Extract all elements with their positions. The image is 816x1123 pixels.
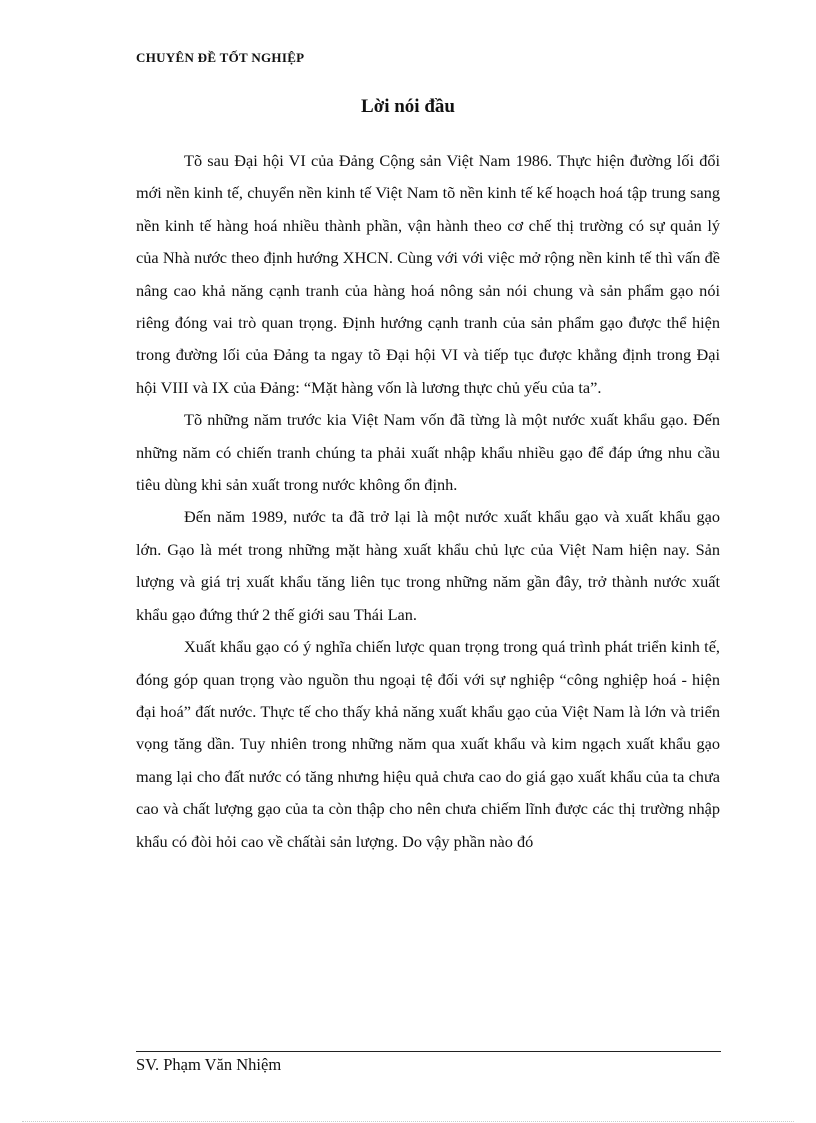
running-header: CHUYÊN ĐỀ TỐT NGHIỆP — [136, 50, 305, 65]
body-text — [136, 145, 720, 858]
page-title: Lời nói đầu — [361, 96, 455, 117]
page-bottom-edge — [22, 1121, 794, 1122]
paragraph-3: Đến năm 1989, nước ta đã trở lại là một nước xuất khẩu gạo và xuất khẩu gạo lớn. Gạo là mét trong những mặt hàng xuất khẩu chủ lực của Việt Nam hiện nay. Sản lượng và giá trị xuất khẩu tăng liên tục trong những năm gần đây, trở thành nước xuất khẩu gạo đứng thứ 2 thế giới sau Thái Lan. — [136, 507, 720, 624]
footer-divider — [136, 1051, 721, 1052]
paragraph-4: Xuất khẩu gạo có ý nghĩa chiến lược quan trọng trong quá trình phát triển kinh tế, đóng góp quan trọng vào nguồn thu ngoại tệ đối với sự nghiệp “công nghiệp hoá - hiện đại hoá” đất nước. Thực tế cho thấy khả năng xuất khẩu gạo của Việt Nam là lớn và triển vọng tăng dần. Tuy nhiên trong những năm qua xuất khẩu và kim ngạch xuất khẩu gạo mang lại cho đất nước có tăng nhưng hiệu quả chưa cao do giá gạo xuất khẩu của ta chưa cao và chất lượng gạo của ta còn thập cho nên chưa chiếm lĩnh được các thị trường nhập khẩu có đòi hỏi cao về chấtài sản lượng. Do vậy phần nào đó — [136, 637, 720, 851]
footer-author: SV. Phạm Văn Nhiệm — [136, 1055, 282, 1074]
paragraph-1: Tõ sau Đại hội VI của Đảng Cộng sản Việt Nam 1986. Thực hiện đường lối đổi mới nền kinh tế, chuyển nền kinh tế Việt Nam tõ nền kinh tế kế hoạch hoá tập trung sang nền kinh tế hàng hoá nhiều thành phần, vận hành theo cơ chế thị trường có sự quản lý của Nhà nước theo định hướng XHCN. Cùng với với việc mở rộng nền kinh tế thì vấn đề nâng cao khả năng cạnh tranh của hàng hoá nông sản nói chung và sản phẩm gạo nói riêng đóng vai trò quan trọng. Định hướng cạnh tranh của sản phẩm gạo được thể hiện trong đường lối của Đảng ta ngay tõ Đại hội VI và tiếp tục được khẳng định trong Đại hội VIII và IX của Đảng: “Mặt hàng vốn là lương thực chủ yếu của ta”. — [136, 151, 720, 397]
paragraph-2: Tõ những năm trước kia Việt Nam vốn đã từng là một nước xuất khẩu gạo. Đến những năm có chiến tranh chúng ta phải xuất nhập khẩu nhiều gạo để đáp ứng nhu cầu tiêu dùng khi sản xuất trong nước không ổn định. — [136, 410, 720, 495]
